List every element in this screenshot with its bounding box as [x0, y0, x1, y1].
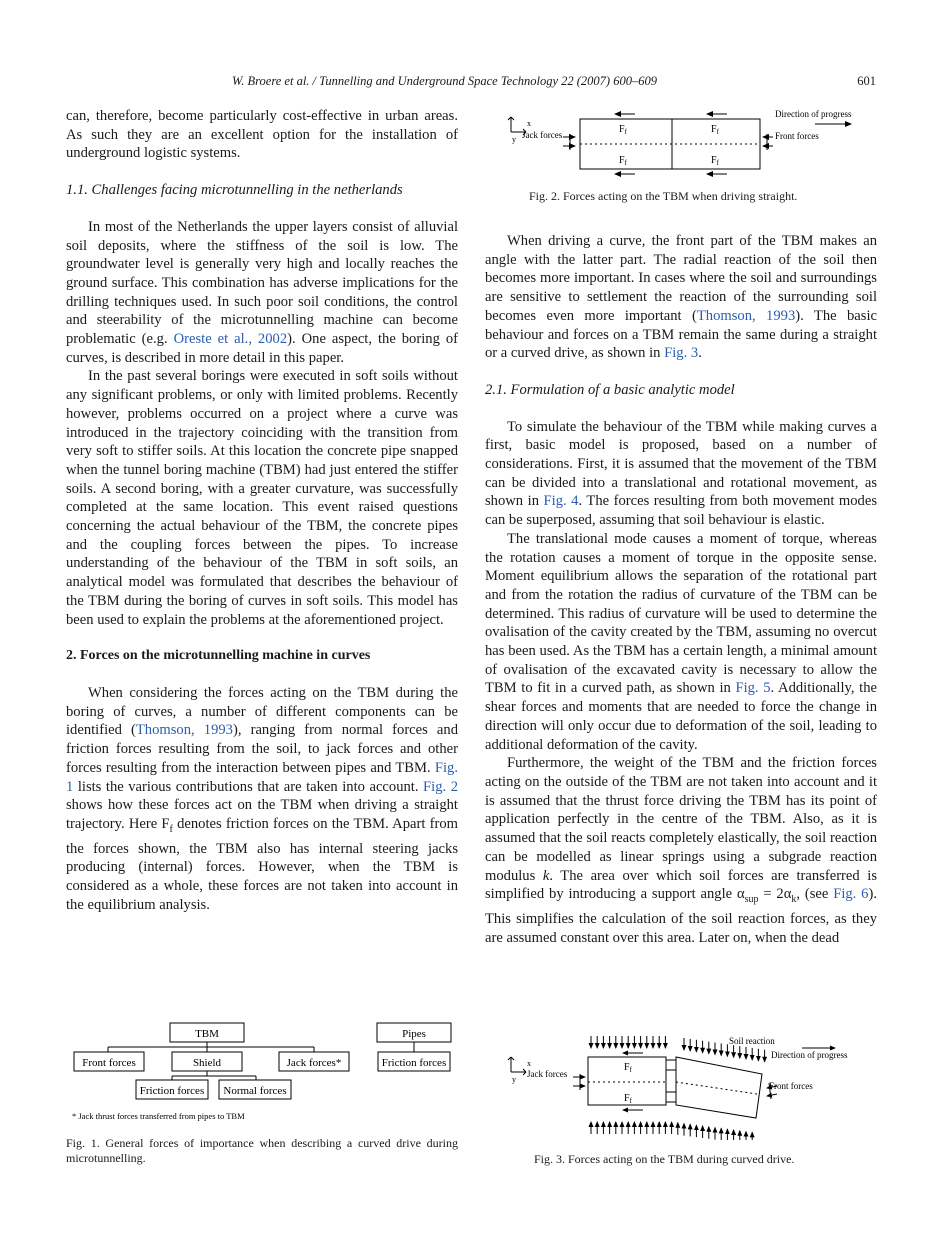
figure-1	[66, 1018, 458, 1128]
left-column	[66, 107, 458, 914]
ff-label: $F_f$	[711, 124, 719, 136]
paragraph: In most of the Netherlands the upper layers consist of alluvial soil deposits, where the stiffness of the soil is low. The groundwater level is generally very high and locally reaches the ground surface. This combination has adverse implications for the drilling techniques used. In such poor soil conditions, the control and steerability of the microtunnelling machine can become problematic (e.g. Oreste et al., 2002). One aspect, the boring of curves, is described in more detail in this paper.	[66, 218, 458, 366]
figure-1-caption: Fig. 1. General forces of importance when describing a curved drive during microtunnelling.	[66, 1136, 458, 1165]
jack-forces-label: Jack forces	[527, 1069, 568, 1079]
paragraph: The translational mode causes a moment of torque, whereas the rotation causes a moment of torque in the opposite sense. Moment equilibrium allows the separation of the rotational part and from the rotation the radius of curvature of the TBM can be determined. This radius of curvature will be used to determine the ovalisation of the cavity created by the TBM, assuming no overcut has been used. As the TBM has a certain length, a minimal amount of ovalisation of the excavated cavity is necessary to allow the TBM to fit in a curved path, as shown in Fig. 5. Additionally, the shear forces and moments that are needed to force the change in direction will only occur due to deformation of the soil, leading to additional deformation of the cavity.	[485, 530, 877, 753]
ff-label: $F_f$	[711, 155, 719, 167]
normal-forces-label: Normal forces	[223, 1085, 287, 1097]
paragraph: can, therefore, become particularly cost-effective in urban areas. As such they are an excellent option for the installation of underground logistic systems.	[66, 108, 458, 162]
ff-label: $F_f$	[619, 124, 627, 136]
front-forces-label: Front forces	[775, 131, 819, 141]
friction-forces-label: Friction forces	[139, 1085, 205, 1097]
ff-label: $F_f$	[624, 1093, 632, 1105]
section-heading-2: 2. Forces on the microtunnelling machine in curves	[66, 648, 371, 664]
pipes-label: Pipes	[402, 1028, 426, 1040]
page-number: 601	[857, 74, 876, 88]
paragraph: In the past several borings were executed in soft soils without any significant problems, or only with limited problems. Recently however, problems occurred on a project where a curve was introduced in the trajectory coinciding with the transition from very soft to stiffer soils. At this location the concrete pipe snapped when the tunnel boring machine (TBM) had just entered the stiffer soils. A second boring, with a greater curvature, was successfully completed at the same location. This event raised questions concerning the actual behaviour of the TBM, the concrete pipes and the coupling forces between the pipes. To increase understanding of the behaviour of the TBM in soft soils, an analytical model was formulated that describes the behaviour of the TBM during the boring of curves in soft soils. This model has been used to explain the problems at the aforementioned project.	[66, 368, 458, 628]
running-title: W. Broere et al. / Tunnelling and Underground Space Technology 22 (2007) 600–609	[232, 74, 657, 88]
figure-link[interactable]: Fig. 3	[664, 345, 699, 362]
jack-forces-label: Jack forces	[522, 130, 563, 140]
axes-icon	[508, 1057, 526, 1075]
axis-x-label: x	[527, 1059, 531, 1068]
front-force-arrows	[763, 134, 773, 150]
axis-y-label: y	[512, 135, 516, 144]
paragraph: To simulate the behaviour of the TBM while making curves a first, basic model is proposed, based on a number of considerations. First, it is assumed that the movement of the TBM can be divided into a translational and rotational movement, as shown in Fig. 4. The forces resulting from both movement modes can be superposed, assuming that soil behaviour is elastic.	[485, 418, 878, 529]
figure-link[interactable]: Fig. 2	[423, 778, 458, 795]
figure-link[interactable]: Fig. 4	[543, 493, 579, 510]
figure-2-caption: Fig. 2. Forces acting on the TBM when driving straight.	[529, 189, 798, 203]
figure-link[interactable]: Fig. 5	[735, 680, 771, 697]
paragraph: When driving a curve, the front part of the TBM makes an angle with the latter part. The radial reaction of the soil then becomes more important. In cases where the soil and surroundings are sensitive to settlement the reaction of the surrounding soil becomes even more important (Thomson, 1993). The basic behaviour and forces on a TBM remain the same during a straight or a curved drive, as shown in Fig. 3.	[485, 233, 877, 362]
page-header	[0, 74, 925, 94]
jack-forces-label: Jack forces*	[286, 1057, 342, 1069]
axis-x-label: x	[527, 119, 531, 128]
front-forces-label: Front forces	[82, 1057, 136, 1069]
paragraph: Furthermore, the weight of the TBM and the friction forces acting on the outside of the TBM are not taken into account and it is assumed that the thrust force driving the TBM has its point of application perfectly in the centre of the TBM. Also, as it is assumed that the soil reacts completely elastically, the soil reaction can be modelled as linear springs using a subgrade reaction modulus k. The area over which soil forces are transferred is simplified by introducing a support angle $\alpha_{sup} = 2\alpha_k$, (see Fig. 6). This simplifies the calculation of the soil reaction forces, as they are assumed constant over this area. Later on, when the dead	[485, 755, 878, 946]
figure-3	[505, 1032, 875, 1140]
right-column	[485, 232, 877, 947]
tbm-front-body	[676, 1057, 762, 1118]
direction-label: Direction of progress	[771, 1050, 848, 1060]
front-forces-label: Front forces	[769, 1081, 813, 1091]
paragraph: When considering the forces acting on the TBM during the boring of curves, a number of different components can be identified (Thomson, 1993), ranging from normal forces and friction forces resulting from the soil, to jack forces and other forces resulting from the interaction between pipes and TBM. Fig. 1 lists the various contributions that are taken into account. Fig. 2 shows how these forces act on the TBM when driving a straight trajectory. Here $F_f$ denotes friction forces on the TBM. Apart from the forces shown, the TBM also has internal steering jacks producing (internal) forces. However, when the TBM is considered as a whole, these forces are not taken into account in the equilibrium analysis.	[66, 684, 458, 913]
soil-reaction-arrows-bottom	[591, 1122, 752, 1140]
friction-forces-pipes-label: Friction forces	[381, 1057, 447, 1069]
figure-3-caption: Fig. 3. Forces acting on the TBM during curved drive.	[534, 1152, 795, 1166]
tbm-label: TBM	[195, 1028, 219, 1040]
citation-link[interactable]: Oreste et al., 2002	[173, 331, 288, 348]
ff-label: $F_f$	[619, 155, 627, 167]
soil-reaction-label: Soil reaction	[729, 1036, 775, 1046]
direction-label: Direction of progress	[775, 109, 852, 119]
figure-2	[505, 106, 875, 178]
figure-1-footnote: * Jack thrust forces transferred from pipes to TBM	[72, 1111, 245, 1121]
section-heading-1-1: 1.1. Challenges facing microtunnelling in the netherlands	[66, 182, 403, 199]
ff-label: $F_f$	[624, 1062, 632, 1074]
shield-label: Shield	[192, 1057, 222, 1069]
section-heading-2-1: 2.1. Formulation of a basic analytic model	[485, 381, 735, 398]
axis-y-label: y	[512, 1075, 516, 1084]
jack-force-arrows	[573, 1074, 585, 1090]
figure-link: Fig. 6	[833, 886, 869, 903]
figure-link[interactable]: Fig. 1	[66, 759, 458, 795]
jack-force-arrows	[563, 134, 575, 150]
citation-link[interactable]: Thomson, 1993	[696, 307, 796, 324]
citation-link[interactable]: Thomson, 1993	[135, 722, 233, 739]
